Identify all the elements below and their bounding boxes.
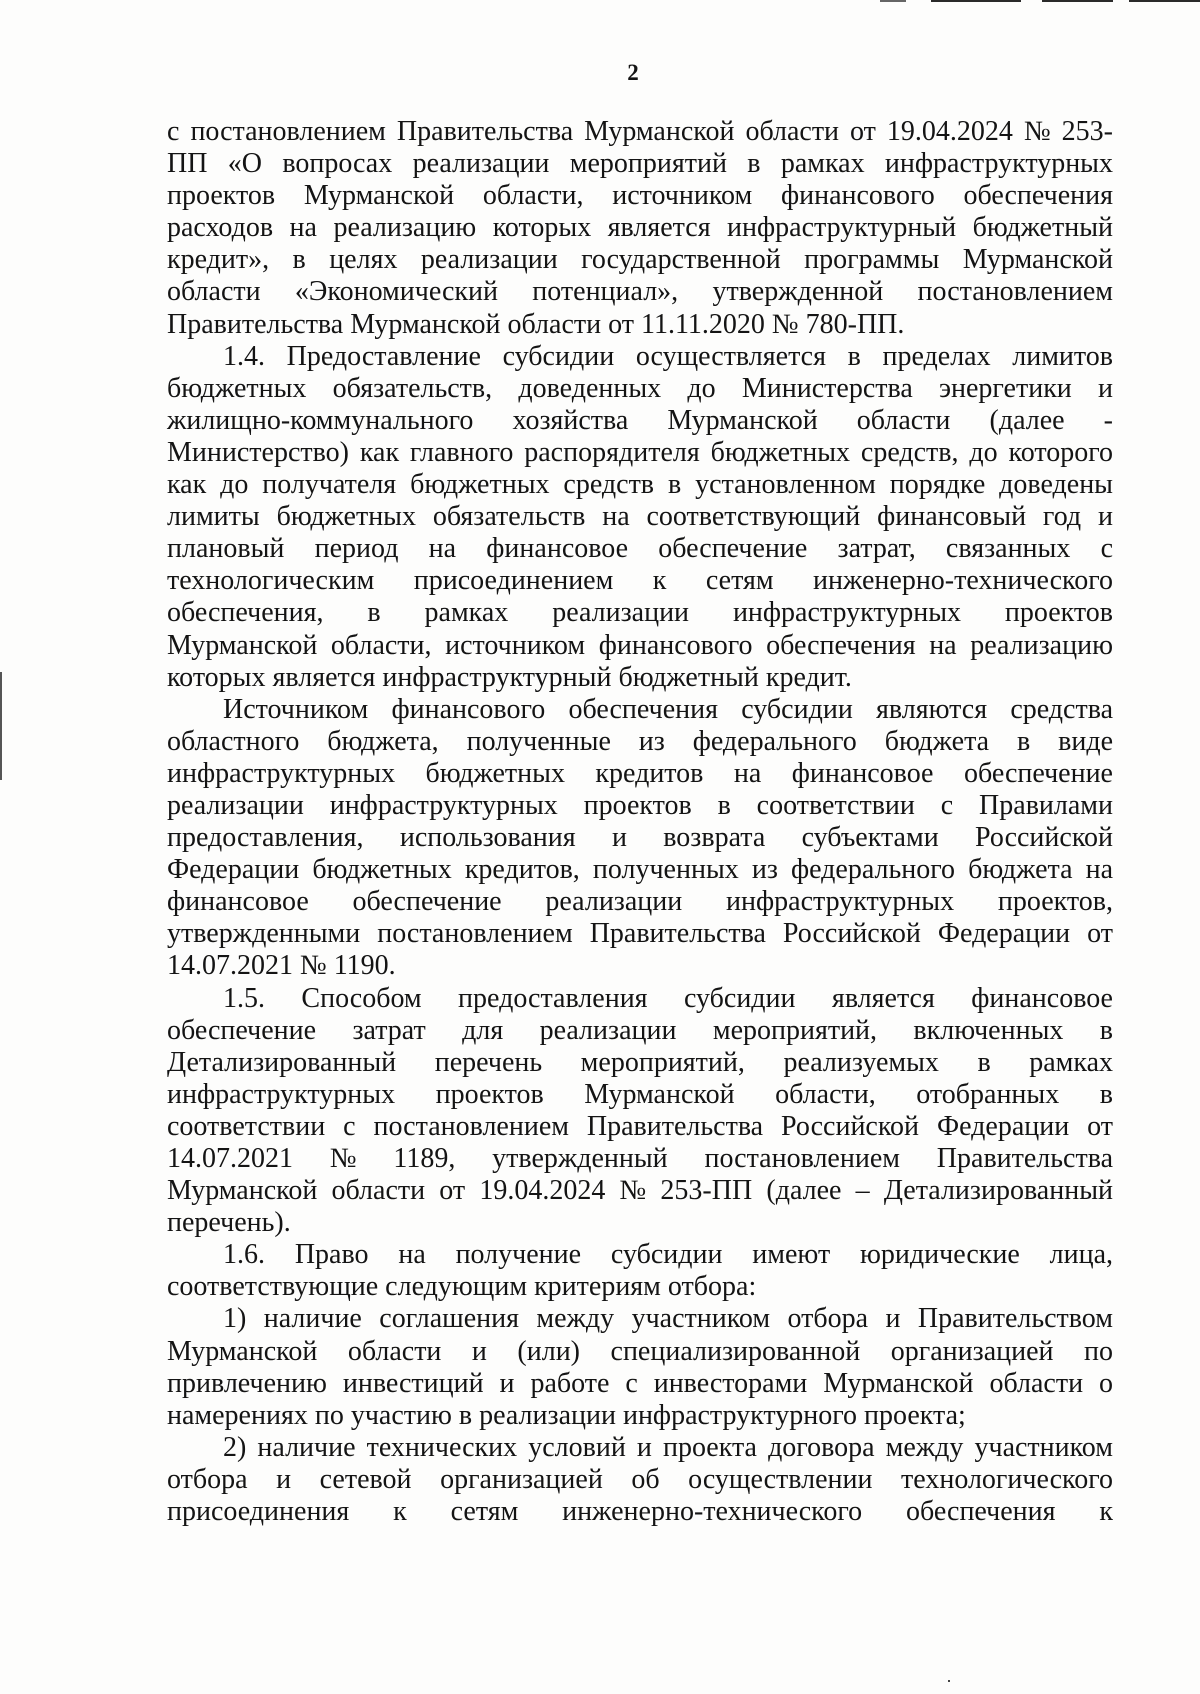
text-line-content: лимиты бюджетных обязательств на соответствующий финансовый год и — [167, 501, 1113, 533]
text-line — [167, 341, 1113, 373]
text-line — [167, 1015, 1113, 1047]
paragraph — [167, 116, 1113, 341]
text-line — [167, 1143, 1113, 1175]
text-line-content: кредит», в целях реализации государственной программы Мурманской — [167, 244, 1113, 276]
paragraph — [167, 694, 1113, 983]
text-line-content: Источником финансового обеспечения субсидии являются средства — [223, 693, 1113, 725]
scan-edge-mark — [1042, 0, 1113, 2]
text-line — [167, 180, 1113, 212]
text-line — [167, 726, 1113, 758]
text-line-content: финансовое обеспечение реализации инфраструктурных проектов, — [167, 886, 1113, 918]
text-line — [167, 437, 1113, 469]
text-line — [167, 244, 1113, 276]
text-line — [167, 1336, 1113, 1368]
text-line — [167, 1175, 1113, 1207]
text-line-content: 14.07.2021 № 1190. — [167, 950, 396, 982]
text-line — [167, 1303, 1113, 1335]
text-line-content: плановый период на финансовое обеспечение затрат, связанных с — [167, 533, 1113, 565]
text-line-content: как до получателя бюджетных средств в установленном порядке доведены — [167, 469, 1113, 501]
text-line-content: обеспечение затрат для реализации мероприятий, включенных в — [167, 1014, 1113, 1046]
text-line-content: проектов Мурманской области, источником финансового обеспечения — [167, 180, 1113, 212]
text-line — [167, 630, 1113, 662]
text-line-content: присоединения к сетям инженерно-технического обеспечения к — [167, 1496, 1113, 1528]
text-line-content: реализации инфраструктурных проектов в соответствии с Правилами — [167, 789, 1113, 821]
text-line-content: отбора и сетевой организацией об осуществлении технологического — [167, 1463, 1113, 1495]
text-line — [167, 276, 1113, 308]
text-line — [167, 790, 1113, 822]
paragraph — [167, 341, 1113, 694]
text-line — [167, 148, 1113, 180]
text-line — [167, 983, 1113, 1015]
page-number: 2 — [627, 60, 639, 85]
text-line — [167, 116, 1113, 148]
text-line-content: Мурманской области от 19.04.2024 № 253-ПП (далее – Детализированный — [167, 1175, 1113, 1207]
text-line — [167, 1239, 1113, 1271]
text-line-content: ПП «О вопросах реализации мероприятий в рамках инфраструктурных — [167, 148, 1113, 180]
text-line-content: 1.6. Право на получение субсидии имеют юридические лица, — [223, 1239, 1113, 1271]
text-line — [167, 405, 1113, 437]
text-line — [167, 1207, 1113, 1239]
text-line — [167, 886, 1113, 918]
text-line — [167, 662, 1113, 694]
text-line — [167, 950, 1113, 982]
text-line — [167, 501, 1113, 533]
text-line — [167, 854, 1113, 886]
text-line — [167, 373, 1113, 405]
text-line-content: Мурманской области и (или) специализированной организацией по — [167, 1335, 1113, 1367]
text-line-content: Министерство) как главного распорядителя бюджетных средств, до которого — [167, 436, 1113, 468]
paragraph — [167, 1432, 1113, 1528]
scan-dust-dot — [948, 1680, 950, 1682]
text-line — [167, 212, 1113, 244]
text-line-content: обеспечения, в рамках реализации инфраструктурных проектов — [167, 597, 1113, 629]
scan-edge-mark — [931, 0, 1021, 2]
text-line-content: 1) наличие соглашения между участником отбора и Правительством — [223, 1303, 1113, 1335]
paragraph — [167, 983, 1113, 1240]
scan-edge-mark — [1129, 0, 1200, 2]
text-line-content: области «Экономический потенциал», утвержденной постановлением — [167, 276, 1113, 308]
text-line-content: инфраструктурных проектов Мурманской области, отобранных в — [167, 1078, 1113, 1110]
text-line — [167, 1111, 1113, 1143]
text-line-content: инфраструктурных бюджетных кредитов на финансовое обеспечение — [167, 757, 1113, 789]
text-line — [167, 565, 1113, 597]
text-line-content: технологическим присоединением к сетям инженерно-технического — [167, 565, 1113, 597]
text-line-content: Мурманской области, источником финансового обеспечения на реализацию — [167, 629, 1113, 661]
text-line — [167, 1368, 1113, 1400]
text-line-content: утвержденными постановлением Правительства Российской Федерации от — [167, 918, 1113, 950]
text-line-content: Правительства Мурманской области от 11.11.2020 № 780-ПП. — [167, 308, 905, 340]
text-line-content: которых является инфраструктурный бюджетный кредит. — [167, 661, 852, 693]
paragraph — [167, 1239, 1113, 1303]
text-line — [167, 1464, 1113, 1496]
text-line-content: жилищно-коммунального хозяйства Мурманской области (далее - — [167, 404, 1113, 436]
text-line — [167, 1047, 1113, 1079]
text-line — [167, 694, 1113, 726]
text-line — [167, 597, 1113, 629]
text-line-content: предоставления, использования и возврата субъектами Российской — [167, 822, 1113, 854]
text-line — [167, 469, 1113, 501]
text-line — [167, 309, 1113, 341]
text-line-content: 2) наличие технических условий и проекта договора между участником — [223, 1431, 1113, 1463]
text-line — [167, 758, 1113, 790]
text-line-content: привлечению инвестиций и работе с инвесторами Мурманской области о — [167, 1367, 1113, 1399]
text-line — [167, 533, 1113, 565]
text-line — [167, 918, 1113, 950]
text-line-content: Федерации бюджетных кредитов, полученных из федерального бюджета на — [167, 854, 1113, 886]
text-line-content: бюджетных обязательств, доведенных до Министерства энергетики и — [167, 372, 1113, 404]
text-line-content: соответствующие следующим критериям отбора: — [167, 1271, 757, 1303]
text-line — [167, 1400, 1113, 1432]
text-line-content: расходов на реализацию которых является инфраструктурный бюджетный — [167, 212, 1113, 244]
text-line — [167, 822, 1113, 854]
text-line-content: областного бюджета, полученные из федерального бюджета в виде — [167, 725, 1113, 757]
text-line — [167, 1432, 1113, 1464]
text-line-content: намерениях по участию в реализации инфраструктурного проекта; — [167, 1399, 966, 1431]
text-line-content: Детализированный перечень мероприятий, реализуемых в рамках — [167, 1046, 1113, 1078]
text-line-content: 1.5. Способом предоставления субсидии является финансовое — [223, 982, 1113, 1014]
text-line-content: 1.4. Предоставление субсидии осуществляется в пределах лимитов — [223, 340, 1113, 372]
text-line-content: 14.07.2021 № 1189, утвержденный постановлением Правительства — [167, 1143, 1113, 1174]
scan-edge-mark — [0, 672, 2, 780]
text-line — [167, 1271, 1113, 1303]
text-line-content: перечень). — [167, 1207, 291, 1239]
document-body — [167, 116, 1113, 1528]
text-line — [167, 1079, 1113, 1111]
scan-edge-mark — [880, 0, 906, 2]
text-line-content: с постановлением Правительства Мурманской области от 19.04.2024 № 253- — [167, 116, 1113, 147]
text-line-content: соответствии с постановлением Правительства Российской Федерации от — [167, 1110, 1113, 1142]
paragraph — [167, 1303, 1113, 1431]
text-line — [167, 1496, 1113, 1528]
